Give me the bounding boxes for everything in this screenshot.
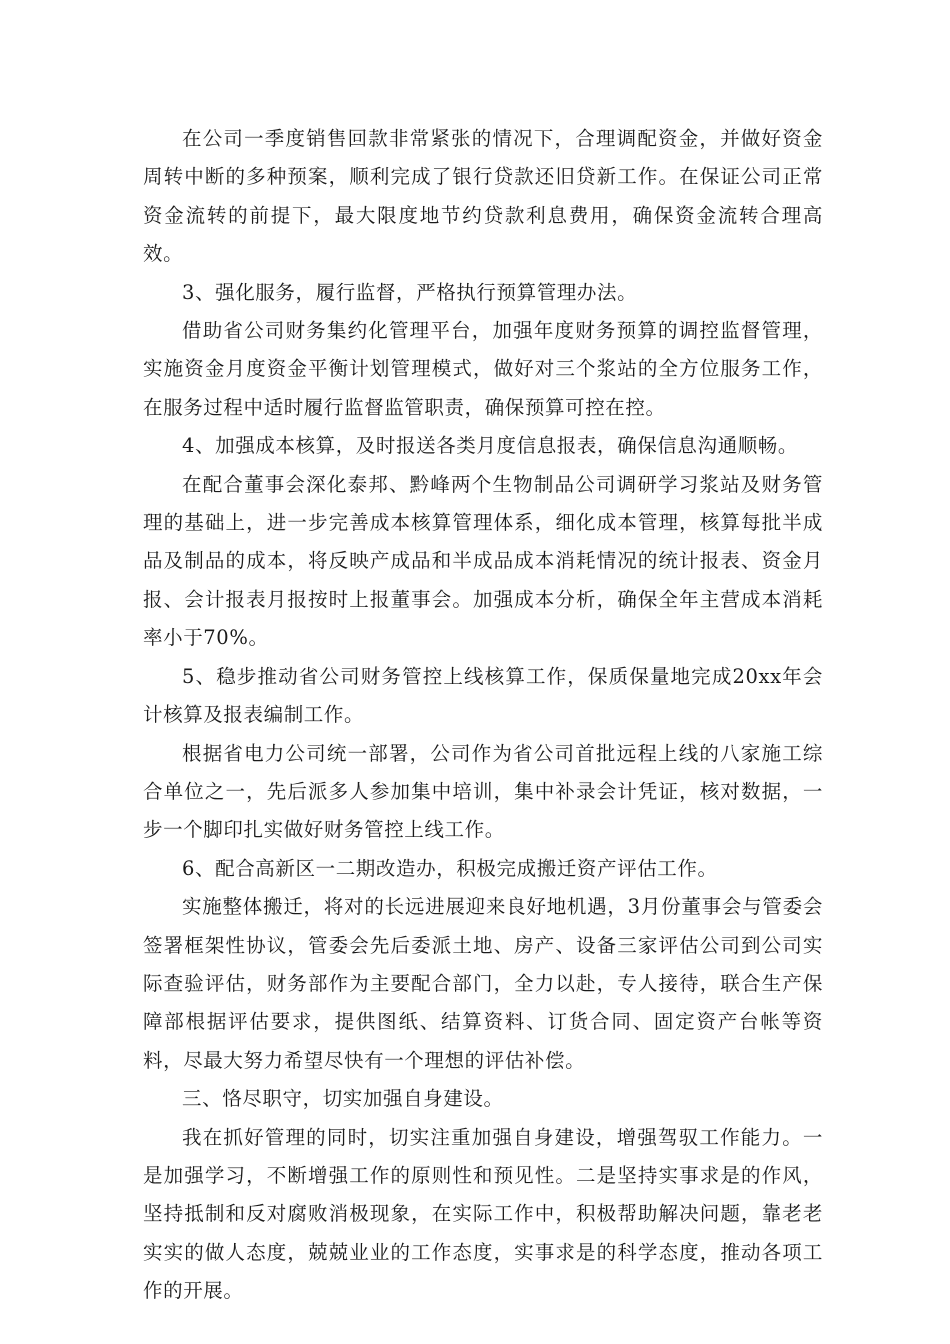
paragraph-asset-evaluation: 实施整体搬迁，将对的长远进展迎来良好地机遇，3月份董事会与管委会签署框架性协议，管委会先后委派土地、房产、设备三家评估公司到公司实际查验评估，财务部作为主要配合部门，全力以赴，专人接待，联合生产保障部根据评估要求，提供图纸、结算资料、订货合同、固定资产台帐等资料，尽最大努力希望尽快有一个理想的评估补偿。: [143, 895, 823, 1072]
paragraph-self-construction: 我在抓好管理的同时，切实注重加强自身建设，增强驾驭工作能力。一是加强学习，不断增强工作的原则性和预见性。二是坚持实事求是的作风，坚持抵制和反对腐败消极现象，在实际工作中，积极帮助解决问题，靠老老实实的做人态度，兢兢业业的工作态度，实事求是的科学态度，推动各项工作的开展。: [143, 1125, 823, 1303]
heading-self-construction: 三、恪尽职守，切实加强自身建设。: [182, 1087, 504, 1111]
paragraph-cost-accounting: 在配合董事会深化泰邦、黔峰两个生物制品公司调研学习浆站及财务管理的基础上，进一步完善成本核算管理体系，细化成本管理，核算每批半成品及制品的成本，将反映产成品和半成品成本消耗情况的统计报表、资金月报、会计报表月报按时上报董事会。加强成本分析，确保全年主营成本消耗率小于70%。: [143, 472, 823, 650]
heading-cost-accounting: 4、加强成本核算，及时报送各类月度信息报表，确保信息沟通顺畅。: [182, 434, 799, 458]
heading-finance-control-online: 5、稳步推动省公司财务管控上线核算工作，保质保量地完成20xx年会计核算及报表编制工作。: [143, 664, 823, 727]
paragraph-budget-supervision: 借助省公司财务集约化管理平台，加强年度财务预算的调控监督管理，实施资金月度资金平衡计划管理模式，做好对三个浆站的全方位服务工作，在服务过程中适时履行监督监管职责，确保预算可控在控。: [143, 319, 823, 419]
heading-budget-management: 3、强化服务，履行监督，严格执行预算管理办法。: [182, 280, 638, 304]
paragraph-finance-control-online: 根据省电力公司统一部署，公司作为省公司首批远程上线的八家施工综合单位之一，先后派多人参加集中培训，集中补录会计凭证，核对数据，一步一个脚印扎实做好财务管控上线工作。: [143, 741, 823, 842]
heading-asset-evaluation: 6、配合高新区一二期改造办，积极完成搬迁资产评估工作。: [182, 856, 718, 880]
paragraph-fund-allocation: 在公司一季度销售回款非常紧张的情况下，合理调配资金，并做好资金周转中断的多种预案，顺利完成了银行贷款还旧贷新工作。在保证公司正常资金流转的前提下，最大限度地节约贷款利息费用，确保资金流转合理高效。: [143, 127, 823, 266]
document-body: [143, 120, 823, 1311]
